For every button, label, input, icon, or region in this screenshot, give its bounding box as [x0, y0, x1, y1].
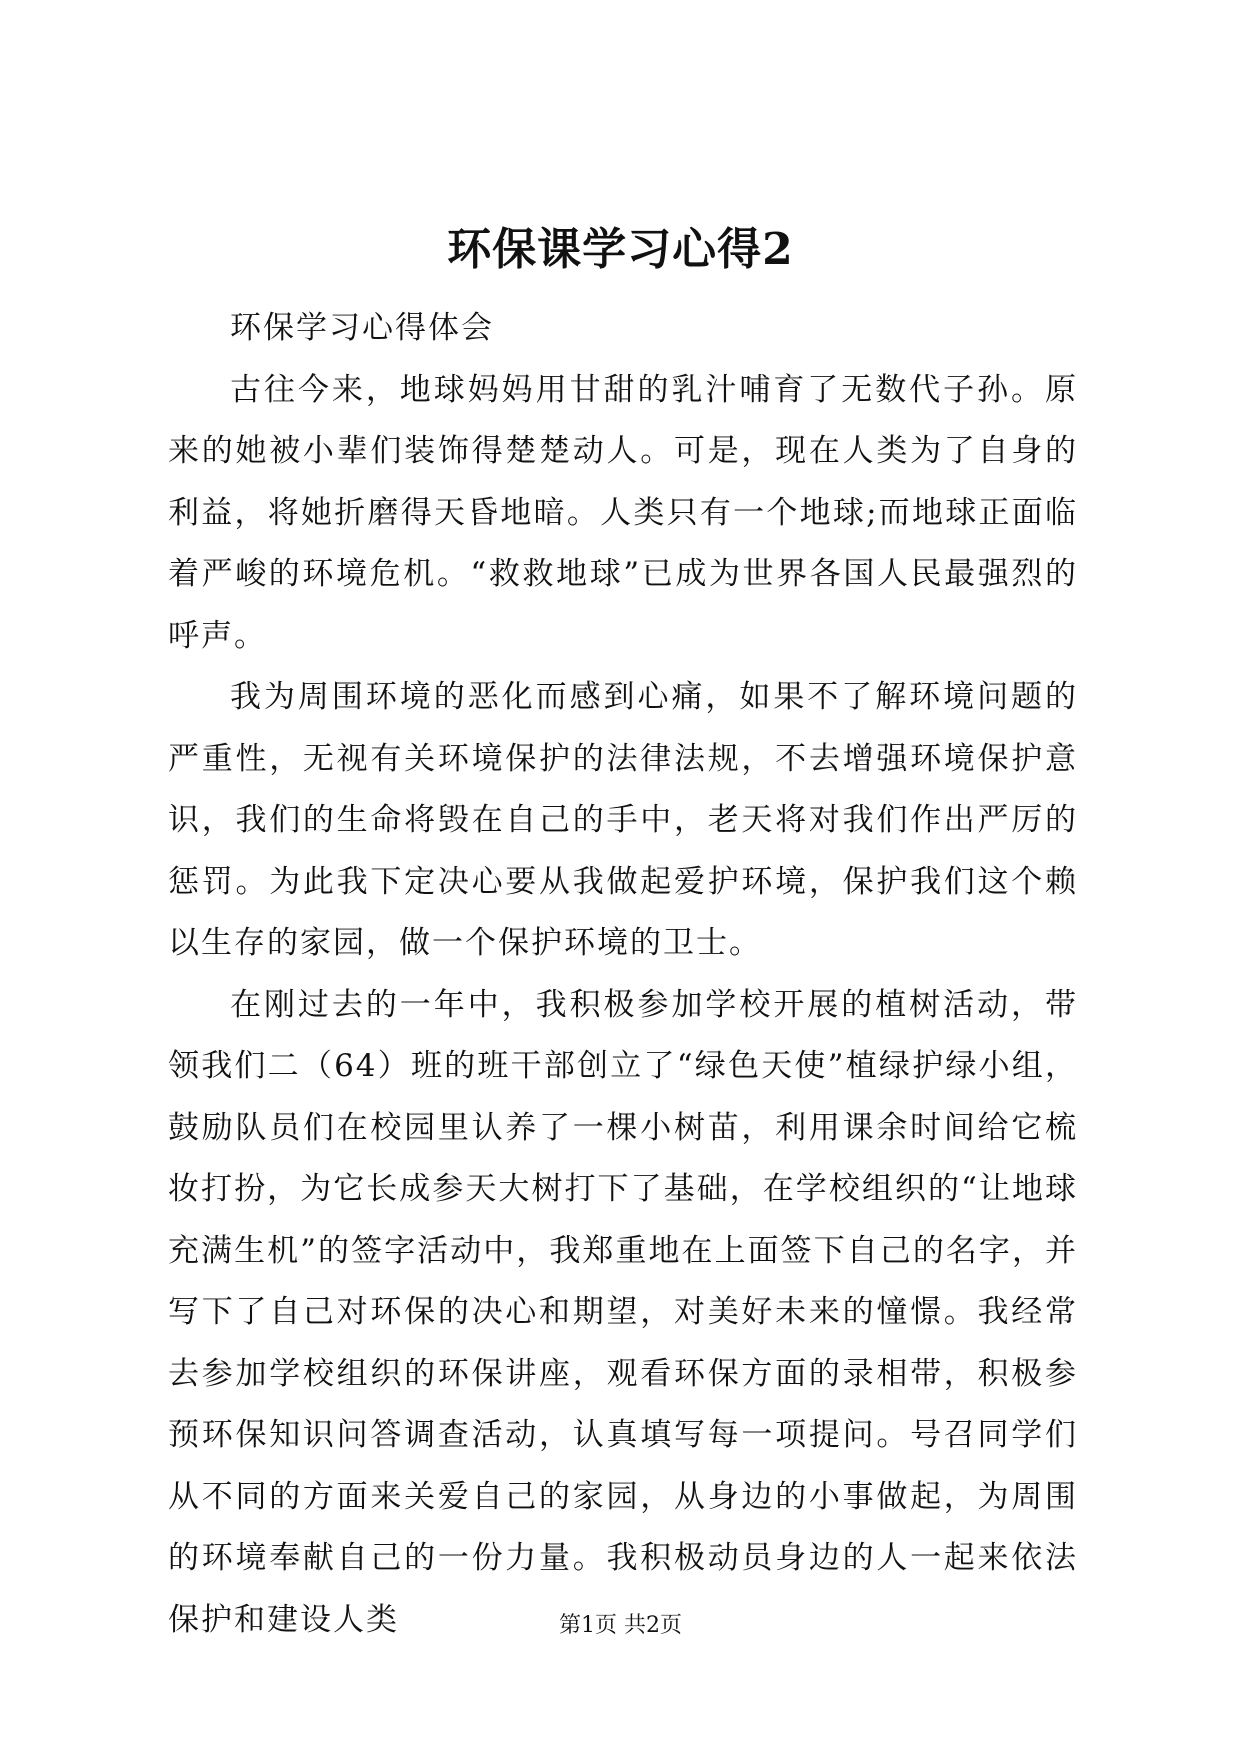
page-number-footer: 第1页 共2页 — [559, 1613, 682, 1638]
document-title: 环保课学习心得2 — [447, 224, 794, 275]
body-paragraph-3: 在刚过去的一年中，我积极参加学校开展的植树活动，带领我们二（64）班的班干部创立了“绿色天使”植绿护绿小组，鼓励队员们在校园里认养了一棵小树苗，利用课余时间给它梳妆打扮，为它长成参天大树打下了基础，在学校组织的“让地球充满生机”的签字活动中，我郑重地在上面签下自己的名字，并写下了自己对环保的决心和期望，对美好未来的憧憬。我经常去参加学校组织的环保讲座，观看环保方面的录相带，积极参预环保知识问答调查活动，认真填写每一项提问。号召同学们从不同的方面来关爱自己的家园，从身边的小事做起，为周围的环境奉献自己的一份力量。我积极动员身边的人一起来依法保护和建设人类 — [168, 986, 1078, 1638]
body-paragraph-2: 我为周围环境的恶化而感到心痛，如果不了解环境问题的严重性，无视有关环境保护的法律法规，不去增强环境保护意识，我们的生命将毁在自己的手中，老天将对我们作出严厉的惩罚。为此我下定决心要从我做起爱护环境，保护我们这个赖以生存的家园，做一个保护环境的卫士。 — [168, 679, 1078, 961]
body-paragraph-1: 古往今来，地球妈妈用甘甜的乳汁哺育了无数代子孙。原来的她被小辈们装饰得楚楚动人。可是，现在人类为了自身的利益，将她折磨得天昏地暗。人类只有一个地球;而地球正面临着严峻的环境危机。“救救地球”已成为世界各国人民最强烈的呼声。 — [168, 371, 1078, 654]
subtitle-paragraph: 环保学习心得体会 — [230, 310, 494, 346]
document-body — [168, 298, 1078, 1651]
